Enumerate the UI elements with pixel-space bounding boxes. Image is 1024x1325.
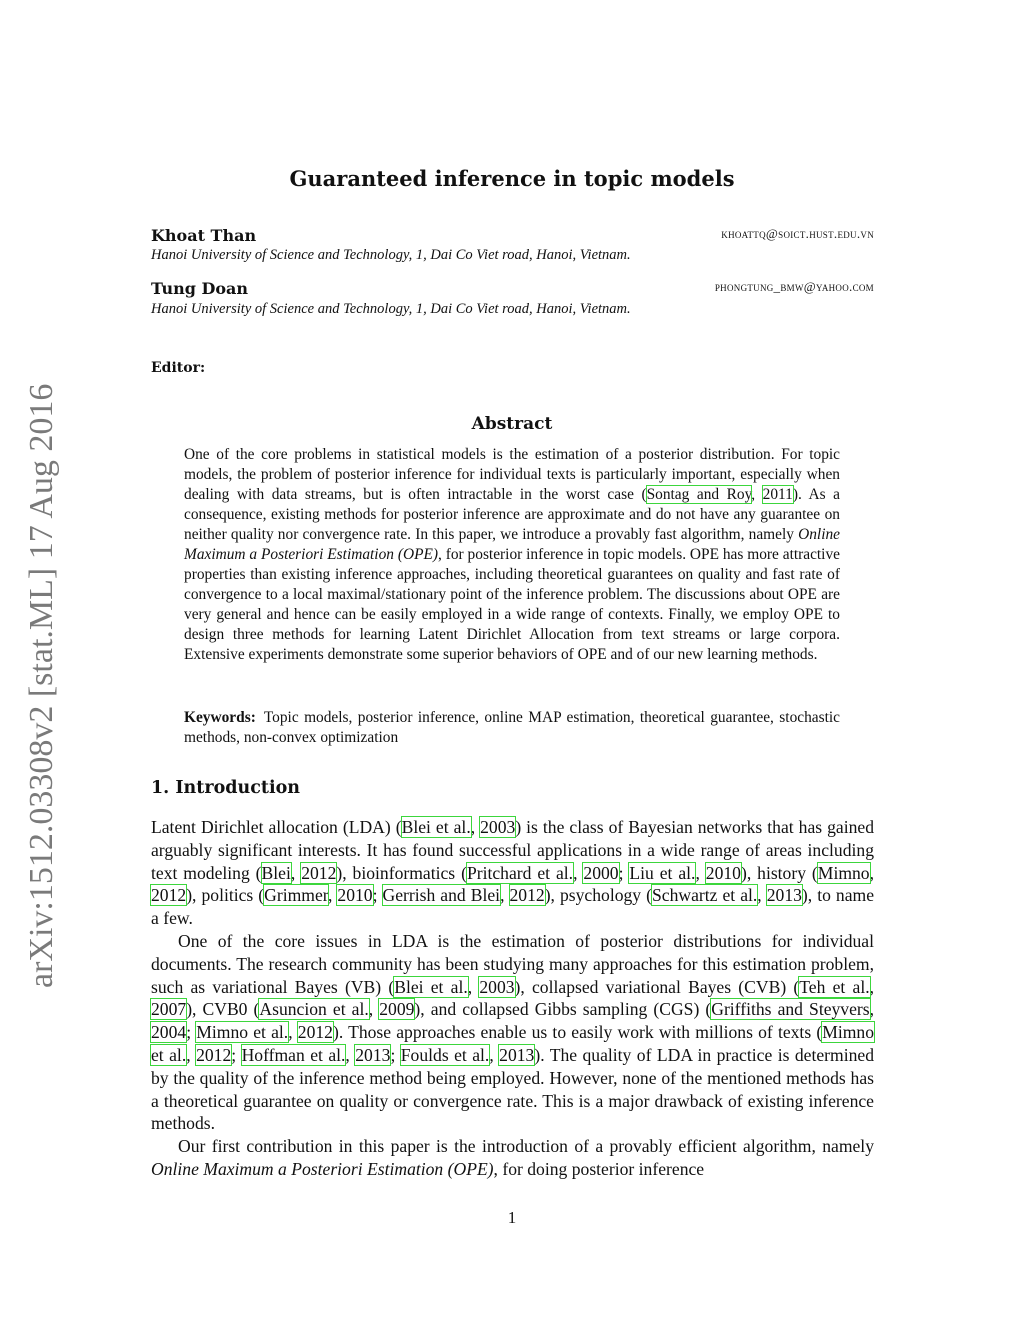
text: ), to name a few. [151,885,875,929]
text: ; [186,1022,197,1043]
abstract-heading: Abstract [471,414,553,434]
text: ), CVB0 ( [186,999,260,1020]
text: ) is the class of Bayesian networks that has gained arguably significant interests. It has found successful applications in a wide range of areas including text modeling ( [151,817,875,883]
citation-link[interactable]: Hoffman et al. [241,1044,346,1065]
text: ; [618,862,630,883]
citation-link[interactable]: Mimno et al. [151,1022,875,1065]
citation-year-link[interactable]: 2010 [705,862,741,883]
citation-link[interactable]: Mimno [817,862,870,883]
text: ; [390,1044,401,1065]
citation-link[interactable]: Asuncion et al. [259,999,369,1020]
text: ), collapsed variational Bayes (CVB) ( [514,976,800,997]
method-name: Online Maximum a Posteriori Estimation (OPE) [151,1158,494,1179]
text: ; [231,1044,242,1065]
keywords-label: Keywords: [184,709,256,726]
citation-year-link[interactable]: 2000 [583,862,619,883]
paragraph: One of the core issues in LDA is the estimation of posterior distributions for individual documents. The research community has been studying many approaches for this estimation problem, such as variational Bayes (VB) (Blei et al., 2003), collapsed variational Bayes (CVB) (Teh et al., 2007), CVB0 (Asuncion et al., 2009), and collapsed Gibbs sampling (CGS) (Griffiths and Steyvers, 2004; Mimno et al., 2012). Those approaches enable us to easily work with millions of texts (Mimno et al., 2012; Hoffman et al., 2013; Foulds et al., 2013). The quality of LDA in practice is determined by the quality of the inference method being employed. However, none of the mentioned methods has a theoretical guarantee on quality or convergence rate. This is a major drawback of existing inference methods. [151,930,875,1134]
keywords [184,708,840,748]
citation-link[interactable]: Blei et al. [394,976,468,997]
citation-link[interactable]: Gerrish and Blei [382,885,501,906]
citation-year-link[interactable]: 2003 [480,817,516,837]
introduction-body [151,816,874,1181]
author-affiliation: Hanoi University of Science and Technology, 1, Dai Co Viet road, Hanoi, Vietnam. [151,301,631,317]
citation-year-link[interactable]: 2007 [151,999,187,1020]
paragraph [151,1135,874,1181]
text: ), history ( [740,862,818,883]
text: ), bioinformatics ( [336,862,467,883]
citation-year-link[interactable]: 2013 [499,1044,535,1065]
abstract-text: , for posterior inference in topic models. OPE has more attractive properties than existing inference approaches, including theoretical guarantees on quality and fast rate of convergence to a local maximal/stationary point of the inference problem. The discussions about OPE are very general and hence can be easily employed in a wide range of contexts. Finally, we employ OPE to design three methods for learning Latent Dirichlet Allocation from text streams or large corpora. Extensive experiments demonstrate some superior behaviors of OPE and of our new learning methods. [184,546,840,663]
citation-link[interactable]: Griffiths and Steyvers [711,999,870,1020]
citation-year-link[interactable]: 2003 [479,976,515,997]
text: , for doing posterior inference [493,1158,705,1179]
text: One of the core issues in LDA is the estimation of posterior distributions for individual documents. The research community has been studying many approaches for this estimation problem, such as variational Bayes (VB) ( [151,930,874,997]
author-block-1 [151,226,874,245]
keywords-text: Topic models, posterior inference, online MAP estimation, theoretical guarantee, stochastic methods, non-convex optimization [184,709,840,746]
citation-link[interactable]: Grimmer [264,885,328,906]
citation-year-link[interactable]: 2012 [509,885,545,906]
citation-year-link[interactable]: 2012 [196,1044,232,1065]
text: ; [372,885,383,906]
author-email[interactable]: phongtung_bmw@yahoo.com [714,279,874,294]
citation-link[interactable]: Mimno et al. [196,1022,289,1043]
citation-link[interactable]: Blei et al. [401,817,471,837]
citation-link[interactable]: Pritchard et al. [466,862,574,883]
text: ), and collapsed Gibbs sampling (CGS) ( [414,999,712,1020]
method-name: Online Maximum a Posteriori Estimation (OPE) [184,526,840,563]
text: Our first contribution in this paper is the introduction of a provably efficient algorithm, namely [178,1136,874,1157]
citation-year-link[interactable]: 2013 [766,885,802,906]
author-affiliation: Hanoi University of Science and Technology, 1, Dai Co Viet road, Hanoi, Vietnam. [151,247,631,263]
paragraph: Latent Dirichlet allocation (LDA) (Blei et al., 2003) is the class of Bayesian networks that has gained arguably significant interests. It has found successful applications in a wide range of areas including text modeling (Blei, 2012), bioinformatics (Pritchard et al., 2000; Liu et al., 2010), history (Mimno, 2012), politics (Grimmer, 2010; Gerrish and Blei, 2012), psychology (Schwartz et al., 2013), to name a few. [151,817,875,929]
paper-title: Guaranteed inference in topic models [289,166,735,191]
text: ), psychology ( [544,885,652,906]
text: Latent Dirichlet allocation (LDA) ( [151,817,402,837]
citation-year-link[interactable]: 2004 [151,1022,187,1043]
citation-year-link[interactable]: 2012 [151,885,187,906]
citation-year-link[interactable]: 2011 [762,486,793,503]
author-name: Khoat Than [151,226,257,245]
abstract-text: ). As a consequence, existing methods for posterior inference are approximate and do not have any guarantee on neither quality nor convergence rate. In this paper, we introduce a provably fast algorithm, namely [184,486,840,543]
citation-link[interactable]: Liu et al. [629,862,696,883]
page-number: 1 [507,1208,517,1227]
author-name: Tung Doan [151,279,249,298]
citation-year-link[interactable]: 2013 [355,1044,391,1065]
author-block-2 [151,279,874,298]
citation-year-link[interactable]: 2012 [297,1022,333,1043]
citation-link[interactable]: Schwartz et al. [651,885,758,906]
text: ). Those approaches enable us to easily work with millions of texts ( [332,1022,823,1043]
abstract-text: One of the core problems in statistical models is the estimation of a posterior distribution. For topic models, the problem of posterior inference for individual texts is particularly important, especially when dealing with data streams, but is often intractable in the worst case ( [184,446,840,503]
citation-year-link[interactable]: 2009 [379,999,415,1020]
text: ), politics ( [186,885,265,906]
citation-link[interactable]: Sontag and Roy [646,486,752,503]
abstract-body: One of the core problems in statistical models is the estimation of a posterior distribution. For topic models, the problem of posterior inference for individual texts is particularly important, especially when dealing with data streams, but is often intractable in the worst case (Sontag and Roy, 2011). As a consequence, existing methods for posterior inference are approximate and do not have any guarantee on neither quality nor convergence rate. In this paper, we introduce a provably fast algorithm, namely Online Maximum a Posteriori Estimation (OPE), for posterior inference in topic models. OPE has more attractive properties than existing inference approaches, including theoretical guarantees on quality and fast rate of convergence to a local maximal/stationary point of the inference problem. The discussions about OPE are very general and hence can be easily employed in a wide range of contexts. Finally, we employ OPE to design three methods for learning Latent Dirichlet Allocation from text streams or large corpora. Extensive experiments demonstrate some superior behaviors of OPE and of our new learning methods. [184,446,840,663]
arxiv-stamp: arXiv:1512.03308v2 [stat.ML] 17 Aug 2016 [23,383,60,988]
section-heading: 1. Introduction [151,778,300,798]
citation-link[interactable]: Blei [261,862,291,883]
citation-year-link[interactable]: 2010 [337,885,373,906]
citation-year-link[interactable]: 2012 [301,862,337,883]
text: ). The quality of LDA in practice is determined by the quality of the inference method being employed. However, none of the mentioned methods has a theoretical guarantee on quality or convergence rate. This is a major drawback of existing inference methods. [151,1044,874,1134]
citation-link[interactable]: Foulds et al. [400,1044,490,1065]
citation-link[interactable]: Teh et al. [799,976,870,997]
editor-label: Editor: [151,360,206,376]
author-email[interactable]: khoattq@soict.hust.edu.vn [721,226,874,241]
